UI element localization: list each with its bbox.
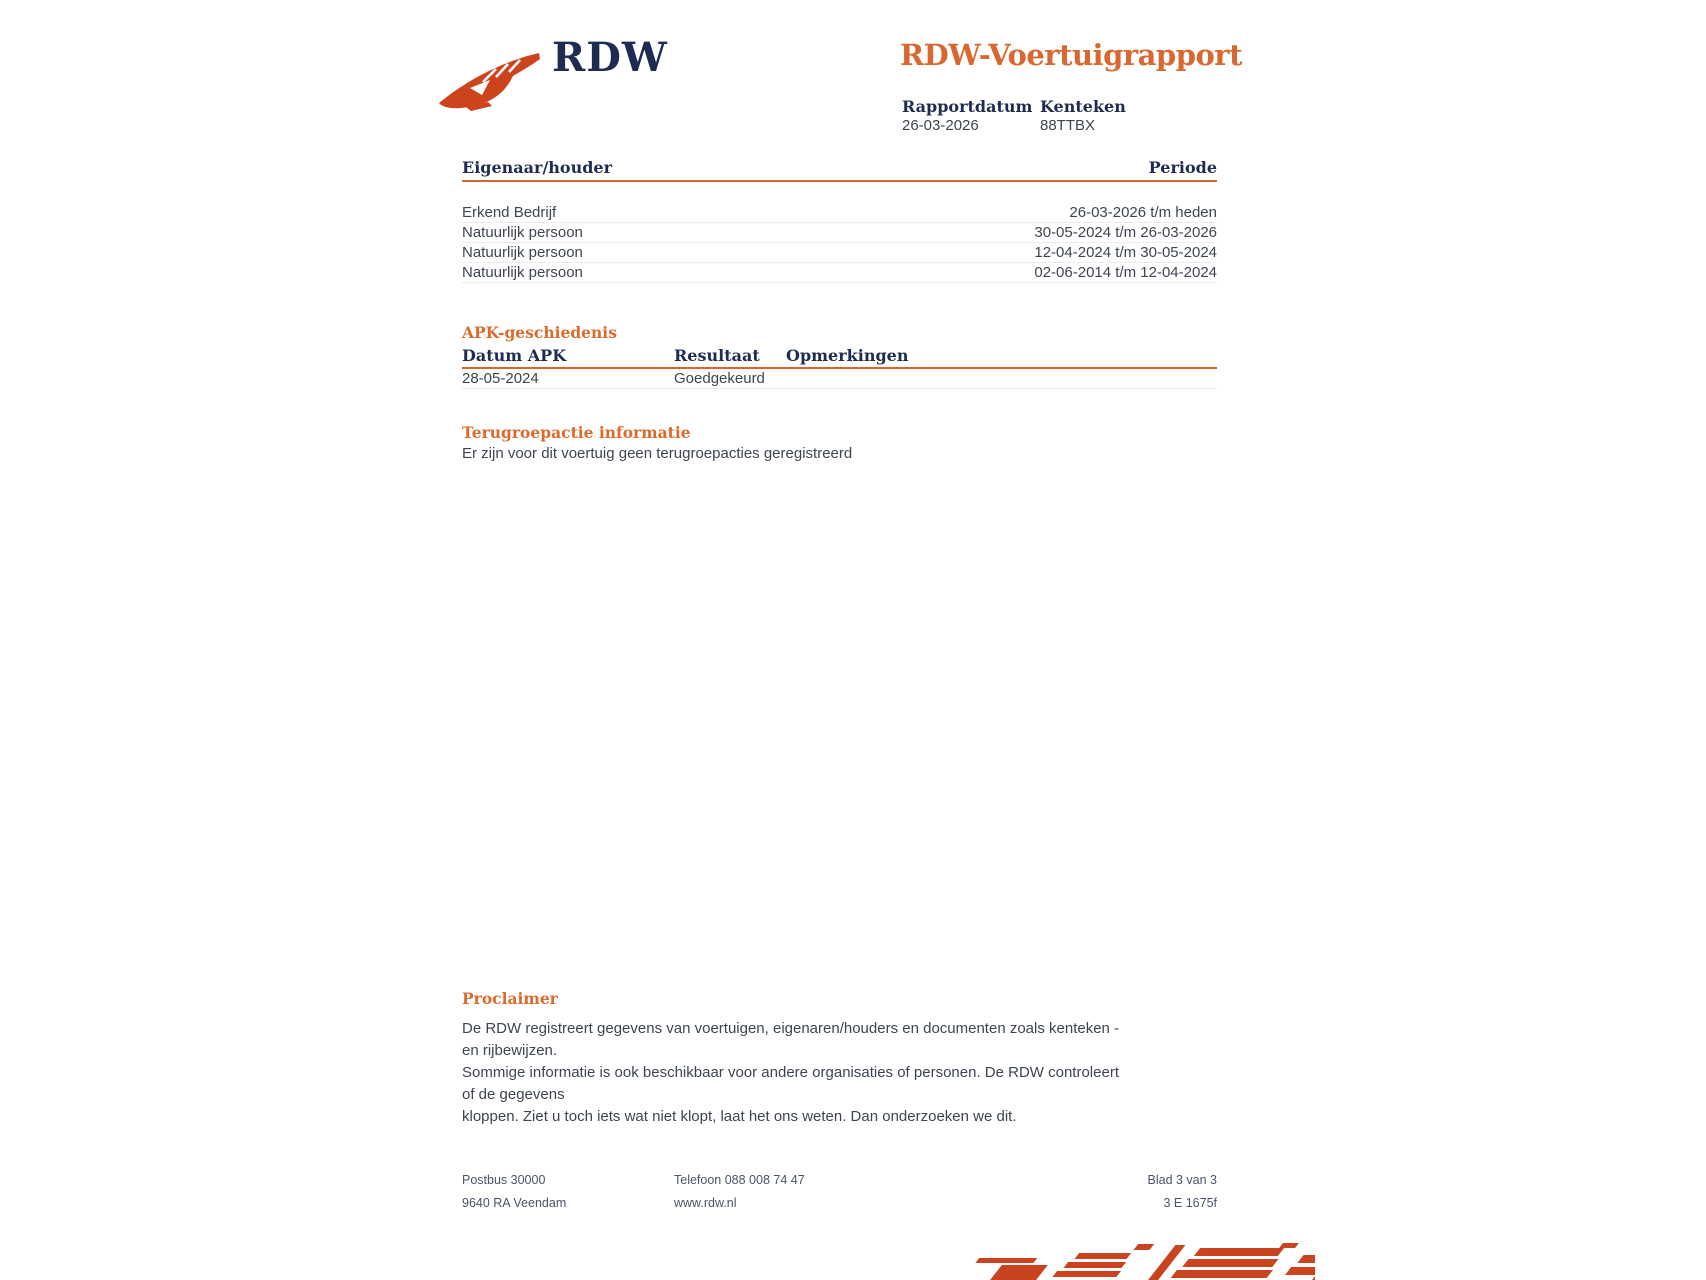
recall-section-heading: Terugroepactie informatie <box>462 423 691 442</box>
plate-label: Kenteken <box>1040 97 1126 116</box>
owner-row <box>462 263 1217 283</box>
proclaimer-line: kloppen. Ziet u toch iets wat niet klopt, laat het ons weten. Dan onderzoeken we dit. <box>462 1108 1017 1125</box>
report-date-label: Rapportdatum <box>902 97 1033 116</box>
report-date-value: 26-03-2026 <box>902 117 979 134</box>
owner-type: Natuurlijk persoon <box>462 244 583 261</box>
owner-table <box>462 203 1217 283</box>
footer-website: www.rdw.nl <box>674 1196 737 1210</box>
recall-text: Er zijn voor dit voertuig geen terugroepacties geregistreerd <box>462 445 853 462</box>
apk-section-heading: APK-geschiedenis <box>462 323 617 342</box>
apk-table-header <box>462 347 1217 365</box>
owner-column-header: Eigenaar/houder <box>462 158 613 177</box>
owner-type: Erkend Bedrijf <box>462 204 557 221</box>
owner-type: Natuurlijk persoon <box>462 224 583 241</box>
owner-section-rule <box>462 180 1217 182</box>
footer-doc-code: 3 E 1675f <box>1163 1196 1217 1210</box>
apk-date: 28-05-2024 <box>462 370 539 387</box>
rdw-stripes-graphic <box>935 1243 1315 1280</box>
proclaimer-heading: Proclaimer <box>462 989 558 1008</box>
apk-remarks-column-header: Opmerkingen <box>786 346 909 365</box>
owner-row <box>462 203 1217 223</box>
rdw-wordmark: RDW <box>552 34 668 81</box>
owner-row <box>462 223 1217 243</box>
footer-phone: Telefoon 088 008 74 47 <box>674 1173 805 1187</box>
footer-city: 9640 RA Veendam <box>462 1196 567 1210</box>
proclaimer-line: Sommige informatie is ook beschikbaar voor andere organisaties of personen. De RDW controleert of de gegevens <box>462 1064 1119 1103</box>
proclaimer-text <box>462 1018 1122 1128</box>
owner-type: Natuurlijk persoon <box>462 264 583 281</box>
owner-period: 12-04-2024 t/m 30-05-2024 <box>1034 244 1217 261</box>
page-title: RDW-Voertuigrapport <box>900 38 1242 72</box>
apk-row-separator <box>462 369 1217 389</box>
footer-postbus: Postbus 30000 <box>462 1173 546 1187</box>
apk-result-column-header: Resultaat <box>674 346 760 365</box>
apk-result: Goedgekeurd <box>674 370 765 387</box>
footer-page-indicator: Blad 3 van 3 <box>1147 1173 1217 1187</box>
period-column-header: Periode <box>1148 158 1217 177</box>
apk-date-column-header: Datum APK <box>462 346 567 365</box>
owner-section-header <box>462 159 1217 178</box>
owner-period: 26-03-2026 t/m heden <box>1069 204 1217 221</box>
owner-period: 30-05-2024 t/m 26-03-2026 <box>1034 224 1217 241</box>
proclaimer-line: De RDW registreert gegevens van voertuigen, eigenaren/houders en documenten zoals kenteken - en rijbewijzen. <box>462 1020 1120 1059</box>
plate-value: 88TTBX <box>1040 117 1096 134</box>
owner-row <box>462 243 1217 263</box>
owner-period: 02-06-2014 t/m 12-04-2024 <box>1034 264 1217 281</box>
rdw-feather-logo-icon <box>436 52 542 112</box>
apk-row <box>462 369 1217 389</box>
